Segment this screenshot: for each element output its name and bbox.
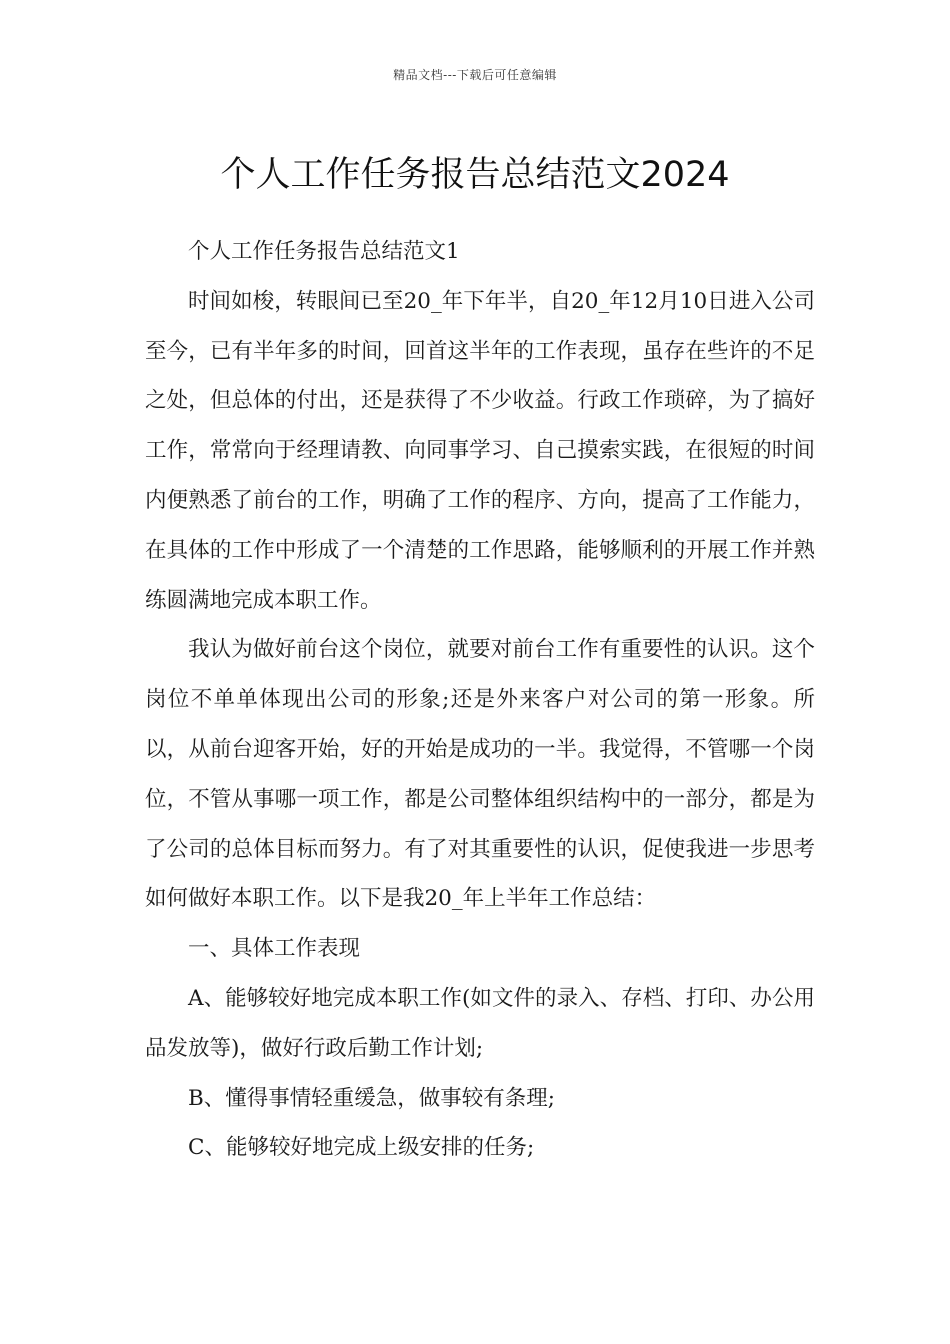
list-item: A、能够较好地完成本职工作(如文件的录入、存档、打印、办公用品发放等)，做好行政后勤工作计划; xyxy=(145,985,815,1061)
section-heading: 个人工作任务报告总结范文1 xyxy=(188,239,460,264)
list-item: C、能够较好地完成上级安排的任务; xyxy=(188,1135,535,1161)
document-title: 个人工作任务报告总结范文2024 xyxy=(220,155,730,196)
page-header: 精品文档---下载后可任意编辑 xyxy=(393,68,557,82)
section-heading: 一、具体工作表现 xyxy=(188,936,361,962)
body-paragraph: 我认为做好前台这个岗位，就要对前台工作有重要性的认识。这个岗位不单单体现出公司的形象;还是外来客户对公司的第一形象。所以，从前台迎客开始，好的开始是成功的一半。我觉得，不管哪一个岗位，不管从事哪一项工作，都是公司整体组织结构中的一部分，都是为了公司的总体目标而努力。有了对其重要性的认识，促使我进一步思考如何做好本职工作。以下是我20_年上半年工作总结： xyxy=(145,637,815,912)
list-item: B、懂得事情轻重缓急，做事较有条理; xyxy=(188,1085,556,1111)
body-paragraph: 时间如梭，转眼间已至20_年下年半，自20_年12月10日进入公司至今，已有半年多的时间，回首这半年的工作表现，虽存在些许的不足之处，但总体的付出，还是获得了不少收益。行政工作琐碎，为了搞好工作，常常向于经理请教、向同事学习、自己摸索实践，在很短的时间内便熟悉了前台的工作，明确了工作的程序、方向，提高了工作能力，在具体的工作中形成了一个清楚的工作思路，能够顺利的开展工作并熟练圆满地完成本职工作。 xyxy=(145,288,815,613)
document-body xyxy=(145,227,815,1173)
